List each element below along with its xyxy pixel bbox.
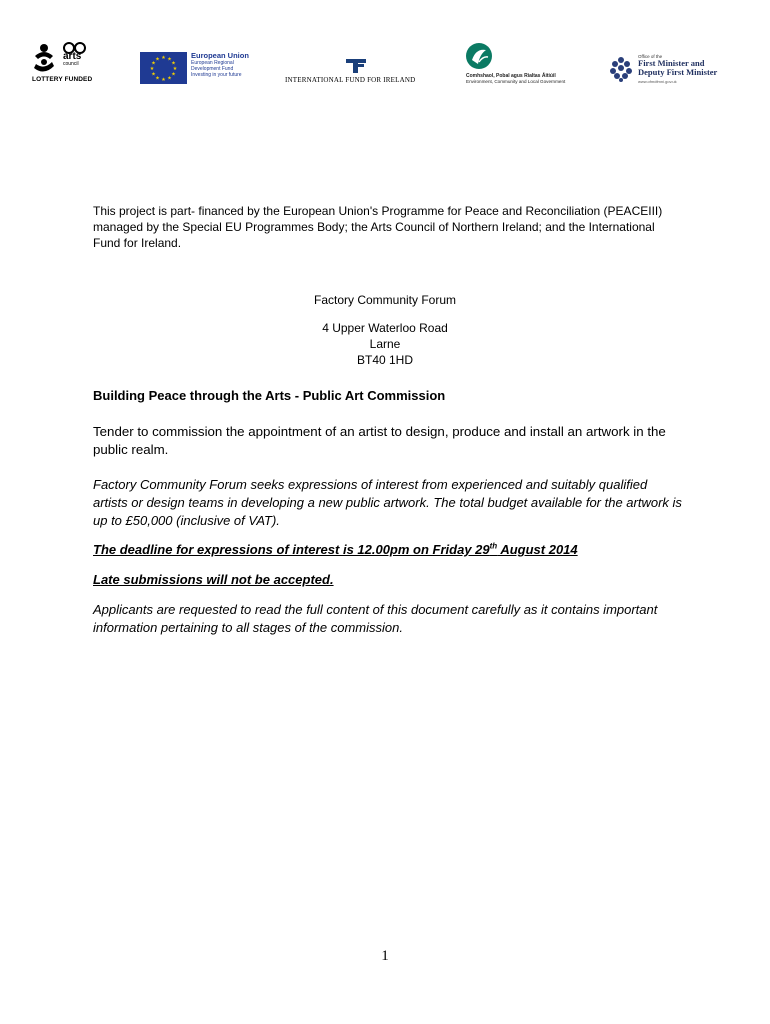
ofmdfm-line-1: First Minister and: [638, 58, 705, 68]
svg-text:★: ★: [172, 66, 178, 72]
svg-text:★: ★: [167, 56, 172, 63]
eu-line-1: European Regional: [191, 60, 234, 66]
svg-text:★: ★: [171, 71, 176, 78]
dept-harp-emblem-icon: [464, 42, 494, 72]
dept-irish-name: Comhshaol, Pobal agus Rialtas Áitiúil: [466, 73, 556, 79]
ofmdfm-line-2: Deputy First Minister: [638, 67, 718, 77]
international-fund-for-ireland-logo: [285, 58, 435, 86]
svg-text:★: ★: [149, 66, 155, 72]
deadline-ordinal: th: [489, 541, 498, 551]
svg-text:★: ★: [171, 60, 176, 67]
lottery-funded-text: LOTTERY FUNDED: [32, 76, 93, 83]
eu-flag-icon: [140, 52, 187, 84]
ofmdfm-hexagon-emblem-icon: [608, 56, 634, 82]
svg-text:★: ★: [161, 77, 166, 83]
lottery-arts-council-logo: [30, 42, 93, 86]
address-line-street: 4 Upper Waterloo Road: [322, 321, 448, 335]
ofmdfm-url: www.ofmdfmni.gov.uk: [638, 79, 677, 84]
eu-title: European Union: [191, 51, 249, 60]
deadline-month: August 2014: [497, 542, 578, 557]
ofmdfm-name: [638, 59, 717, 77]
late-submissions-notice: Late submissions will not be accepted.: [93, 572, 334, 587]
address-block: [0, 320, 770, 368]
tender-description: Tender to commission the appointment of an artist to design, produce and install an artwork in the public realm.: [93, 424, 666, 457]
organisation-name: Factory Community Forum: [313, 293, 457, 307]
svg-text:★: ★: [155, 56, 160, 63]
applicants-instructions: Applicants are requested to read the full content of this document carefully as it contains important information pertaining to all stages of the commission.: [93, 602, 658, 635]
environment-department-logo: [464, 42, 576, 86]
svg-text:★: ★: [151, 71, 156, 78]
eu-line-3: Investing in your future: [191, 72, 242, 78]
address-line-town: Larne: [369, 337, 401, 351]
deadline-notice: [93, 541, 683, 559]
lottery-crossed-fingers-icon: [30, 42, 60, 76]
svg-text:★: ★: [161, 55, 166, 61]
ofmdfm-office-of: Office of the: [638, 54, 663, 59]
ofmdfm-logo: [608, 54, 718, 86]
eu-line-2: Development Fund: [191, 66, 234, 72]
ifi-emblem-icon: [345, 58, 367, 74]
commission-heading: Building Peace through the Arts - Public Art Commission: [93, 388, 446, 403]
funding-statement: This project is part- financed by the European Union's Programme for Peace and Reconciliation (PEACEIII) managed by the Special EU Programmes Body; the Arts Council of Northern Ireland; and the International Fund for Ireland.: [93, 204, 663, 250]
deadline-text: The deadline for expressions of interest is 12.00pm on Friday 29: [93, 542, 490, 557]
dept-english-name: Environment, Community and Local Government: [466, 79, 566, 84]
svg-text:★: ★: [167, 75, 172, 82]
ifi-text: INTERNATIONAL FUND FOR IRELAND: [285, 76, 416, 84]
arts-logo-word: arts: [63, 51, 82, 62]
european-union-logo: [140, 52, 255, 86]
page-number: 1: [381, 948, 389, 964]
svg-text:★: ★: [151, 60, 156, 67]
council-logo-word: council: [63, 61, 79, 67]
svg-text:★: ★: [155, 75, 160, 82]
funder-logo-strip: [30, 40, 730, 90]
expressions-of-interest-text: Factory Community Forum seeks expressions of interest from experienced and suitably qualified artists or design teams in developing a new public artwork. The total budget available for the artwork is up to £50,000 (inclusive of VAT).: [93, 477, 682, 528]
address-line-postcode: BT40 1HD: [356, 353, 414, 367]
